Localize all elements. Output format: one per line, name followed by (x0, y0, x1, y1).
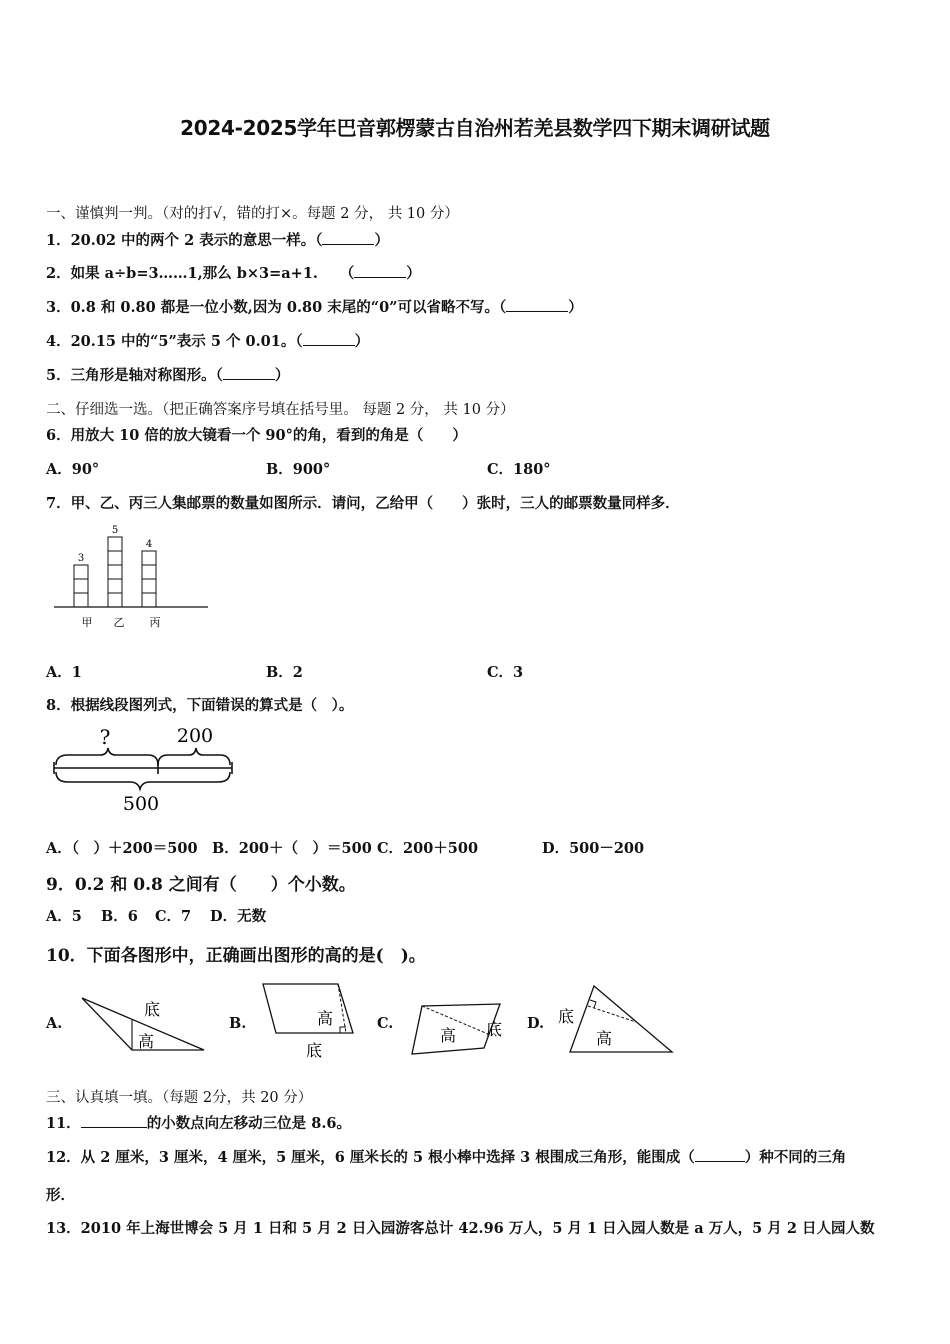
height-label: 高 (440, 1026, 457, 1045)
q10-option-d[interactable]: D. (527, 1015, 545, 1032)
question-1-close: ） (374, 232, 389, 249)
question-5-close: ） (274, 367, 290, 384)
diagram-part-label: 200 (176, 725, 214, 747)
height-label: 高 (596, 1029, 613, 1048)
q9-option-b[interactable]: B．6 (101, 908, 138, 925)
bar-甲-cell (74, 593, 88, 607)
q10-figure-d[interactable] (552, 982, 676, 1058)
q8-option-a[interactable]: A．（ ）＋200＝500 (46, 840, 198, 857)
answer-blank[interactable] (506, 298, 568, 312)
question-12-close: ）种不同的三角 (744, 1149, 847, 1166)
question-11-prefix: 11． (46, 1115, 81, 1132)
base-label: 底 (306, 1041, 323, 1060)
question-12 (46, 1146, 846, 1167)
question-1 (46, 229, 389, 250)
stamp-bar-chart (50, 516, 215, 636)
question-3 (46, 296, 583, 317)
question-6-text: 6．用放大 10 倍的放大镜看一个 90°的角，看到的角是（ ） (46, 427, 467, 444)
question-2 (46, 262, 421, 283)
q7-option-c[interactable]: C．3 (487, 664, 524, 681)
question-5-text: 5．三角形是轴对称图形。（ (46, 367, 223, 384)
question-4-close: ） (354, 333, 370, 350)
q10-figure-a[interactable] (78, 992, 210, 1056)
question-2-close: ） (406, 265, 421, 282)
height-label: 高 (317, 1009, 334, 1028)
diagram-unknown-label: ? (99, 725, 111, 749)
answer-blank[interactable] (303, 332, 355, 346)
section-1-heading: 一、谨慎判一判。（对的打√，错的打×。每题 2 分， 共 10 分） (46, 206, 459, 222)
unknown-brace (56, 748, 158, 765)
q10-option-c[interactable]: C. (377, 1015, 394, 1032)
answer-blank[interactable] (81, 1114, 147, 1128)
bar-丙-cell (142, 579, 156, 593)
q10-option-a[interactable]: A. (46, 1015, 63, 1032)
diagram-total-label: 500 (122, 793, 160, 815)
answer-blank[interactable] (322, 231, 374, 245)
question-10-text: 10．下面各图形中，正确画出图形的高的是( )。 (46, 946, 426, 966)
category-label: 甲 (81, 616, 93, 629)
question-3-close: ） (568, 299, 583, 316)
q8-option-b[interactable]: B．200＋（ ）＝500 (212, 840, 372, 857)
bar-丙-cell (142, 593, 156, 607)
bar-甲-cell (74, 579, 88, 593)
answer-blank[interactable] (354, 264, 406, 278)
section-3-heading: 三、认真填一填。（每题 2分，共 20 分） (46, 1090, 313, 1106)
base-label: 底 (144, 1000, 161, 1019)
q9-option-a[interactable]: A．5 (46, 908, 82, 925)
q7-option-b[interactable]: B．2 (266, 664, 303, 681)
part-brace (158, 748, 230, 765)
question-2-text: 2．如果 a÷b=3……1,那么 b×3=a+1. （ (46, 265, 355, 282)
bar-value-label: 4 (145, 539, 153, 550)
question-11 (46, 1112, 351, 1133)
q6-option-b[interactable]: B．900° (266, 461, 331, 478)
bar-乙-cell (108, 593, 122, 607)
q8-option-c[interactable]: C．200＋500 (377, 840, 479, 857)
answer-blank[interactable] (695, 1148, 745, 1162)
question-7-text: 7．甲、乙、丙三人集邮票的数量如图所示．请问，乙给甲（ ）张时，三人的邮票数量同样多． (46, 495, 680, 512)
height-label: 高 (138, 1032, 155, 1051)
question-1-text: 1．20.02 中的两个 2 表示的意思一样。（ (46, 232, 323, 249)
bar-甲-cell (74, 565, 88, 579)
q9-option-c[interactable]: C．7 (155, 908, 192, 925)
bar-乙-cell (108, 551, 122, 565)
bar-乙-cell (108, 565, 122, 579)
q8-option-d[interactable]: D．500－200 (542, 840, 645, 857)
q7-option-a[interactable]: A．1 (46, 664, 82, 681)
q6-option-a[interactable]: A．90° (46, 461, 100, 478)
bar-乙-cell (108, 537, 122, 551)
question-13-text: 13．2010 年上海世博会 5 月 1 日和 5 月 2 日入园游客总计 42.96 万人，5 月 1 日入园人数是 a 万人，5 月 2 日人园人数 (46, 1220, 875, 1237)
page-title: 2024-2025学年巴音郭楞蒙古自治州若羌县数学四下期末调研试题 (180, 116, 770, 140)
bar-丙-cell (142, 565, 156, 579)
q9-option-d[interactable]: D．无数 (210, 908, 267, 925)
q6-option-c[interactable]: C．180° (487, 461, 551, 478)
line-segment-diagram (50, 722, 235, 817)
base-label: 底 (486, 1020, 503, 1039)
bar-乙-cell (108, 579, 122, 593)
question-9-text: 9．0.2 和 0.8 之间有（ ）个小数。 (46, 875, 356, 895)
question-4-text: 4．20.15 中的“5”表示 5 个 0.01。（ (46, 333, 303, 350)
section-2-heading: 二、仔细选一选。（把正确答案序号填在括号里。 每题 2 分， 共 10 分） (46, 402, 515, 418)
q10-figure-b[interactable] (258, 978, 358, 1062)
category-label: 乙 (113, 616, 125, 629)
question-5 (46, 364, 289, 385)
bar-value-label: 5 (111, 525, 119, 536)
question-11-text: 的小数点向左移动三位是 8.6。 (146, 1115, 351, 1132)
question-12-text: 12．从 2 厘米，3 厘米，4 厘米，5 厘米，6 厘米长的 5 根小棒中选择 3 根围成三角形，能围成（ (46, 1149, 695, 1166)
base-label: 底 (558, 1007, 575, 1026)
question-4 (46, 330, 369, 351)
question-12-continued: 形． (46, 1187, 75, 1204)
q10-option-b[interactable]: B. (229, 1015, 247, 1032)
answer-blank[interactable] (223, 366, 275, 380)
bar-value-label: 3 (77, 553, 85, 564)
question-3-text: 3．0.8 和 0.80 都是一位小数,因为 0.80 末尾的“0”可以省略不写。（ (46, 299, 507, 316)
total-brace (56, 772, 230, 789)
bar-丙-cell (142, 551, 156, 565)
category-label: 丙 (149, 616, 161, 629)
q10-figure-c[interactable] (408, 998, 508, 1062)
question-8-text: 8．根据线段图列式，下面错误的算式是（ ）。 (46, 697, 354, 714)
